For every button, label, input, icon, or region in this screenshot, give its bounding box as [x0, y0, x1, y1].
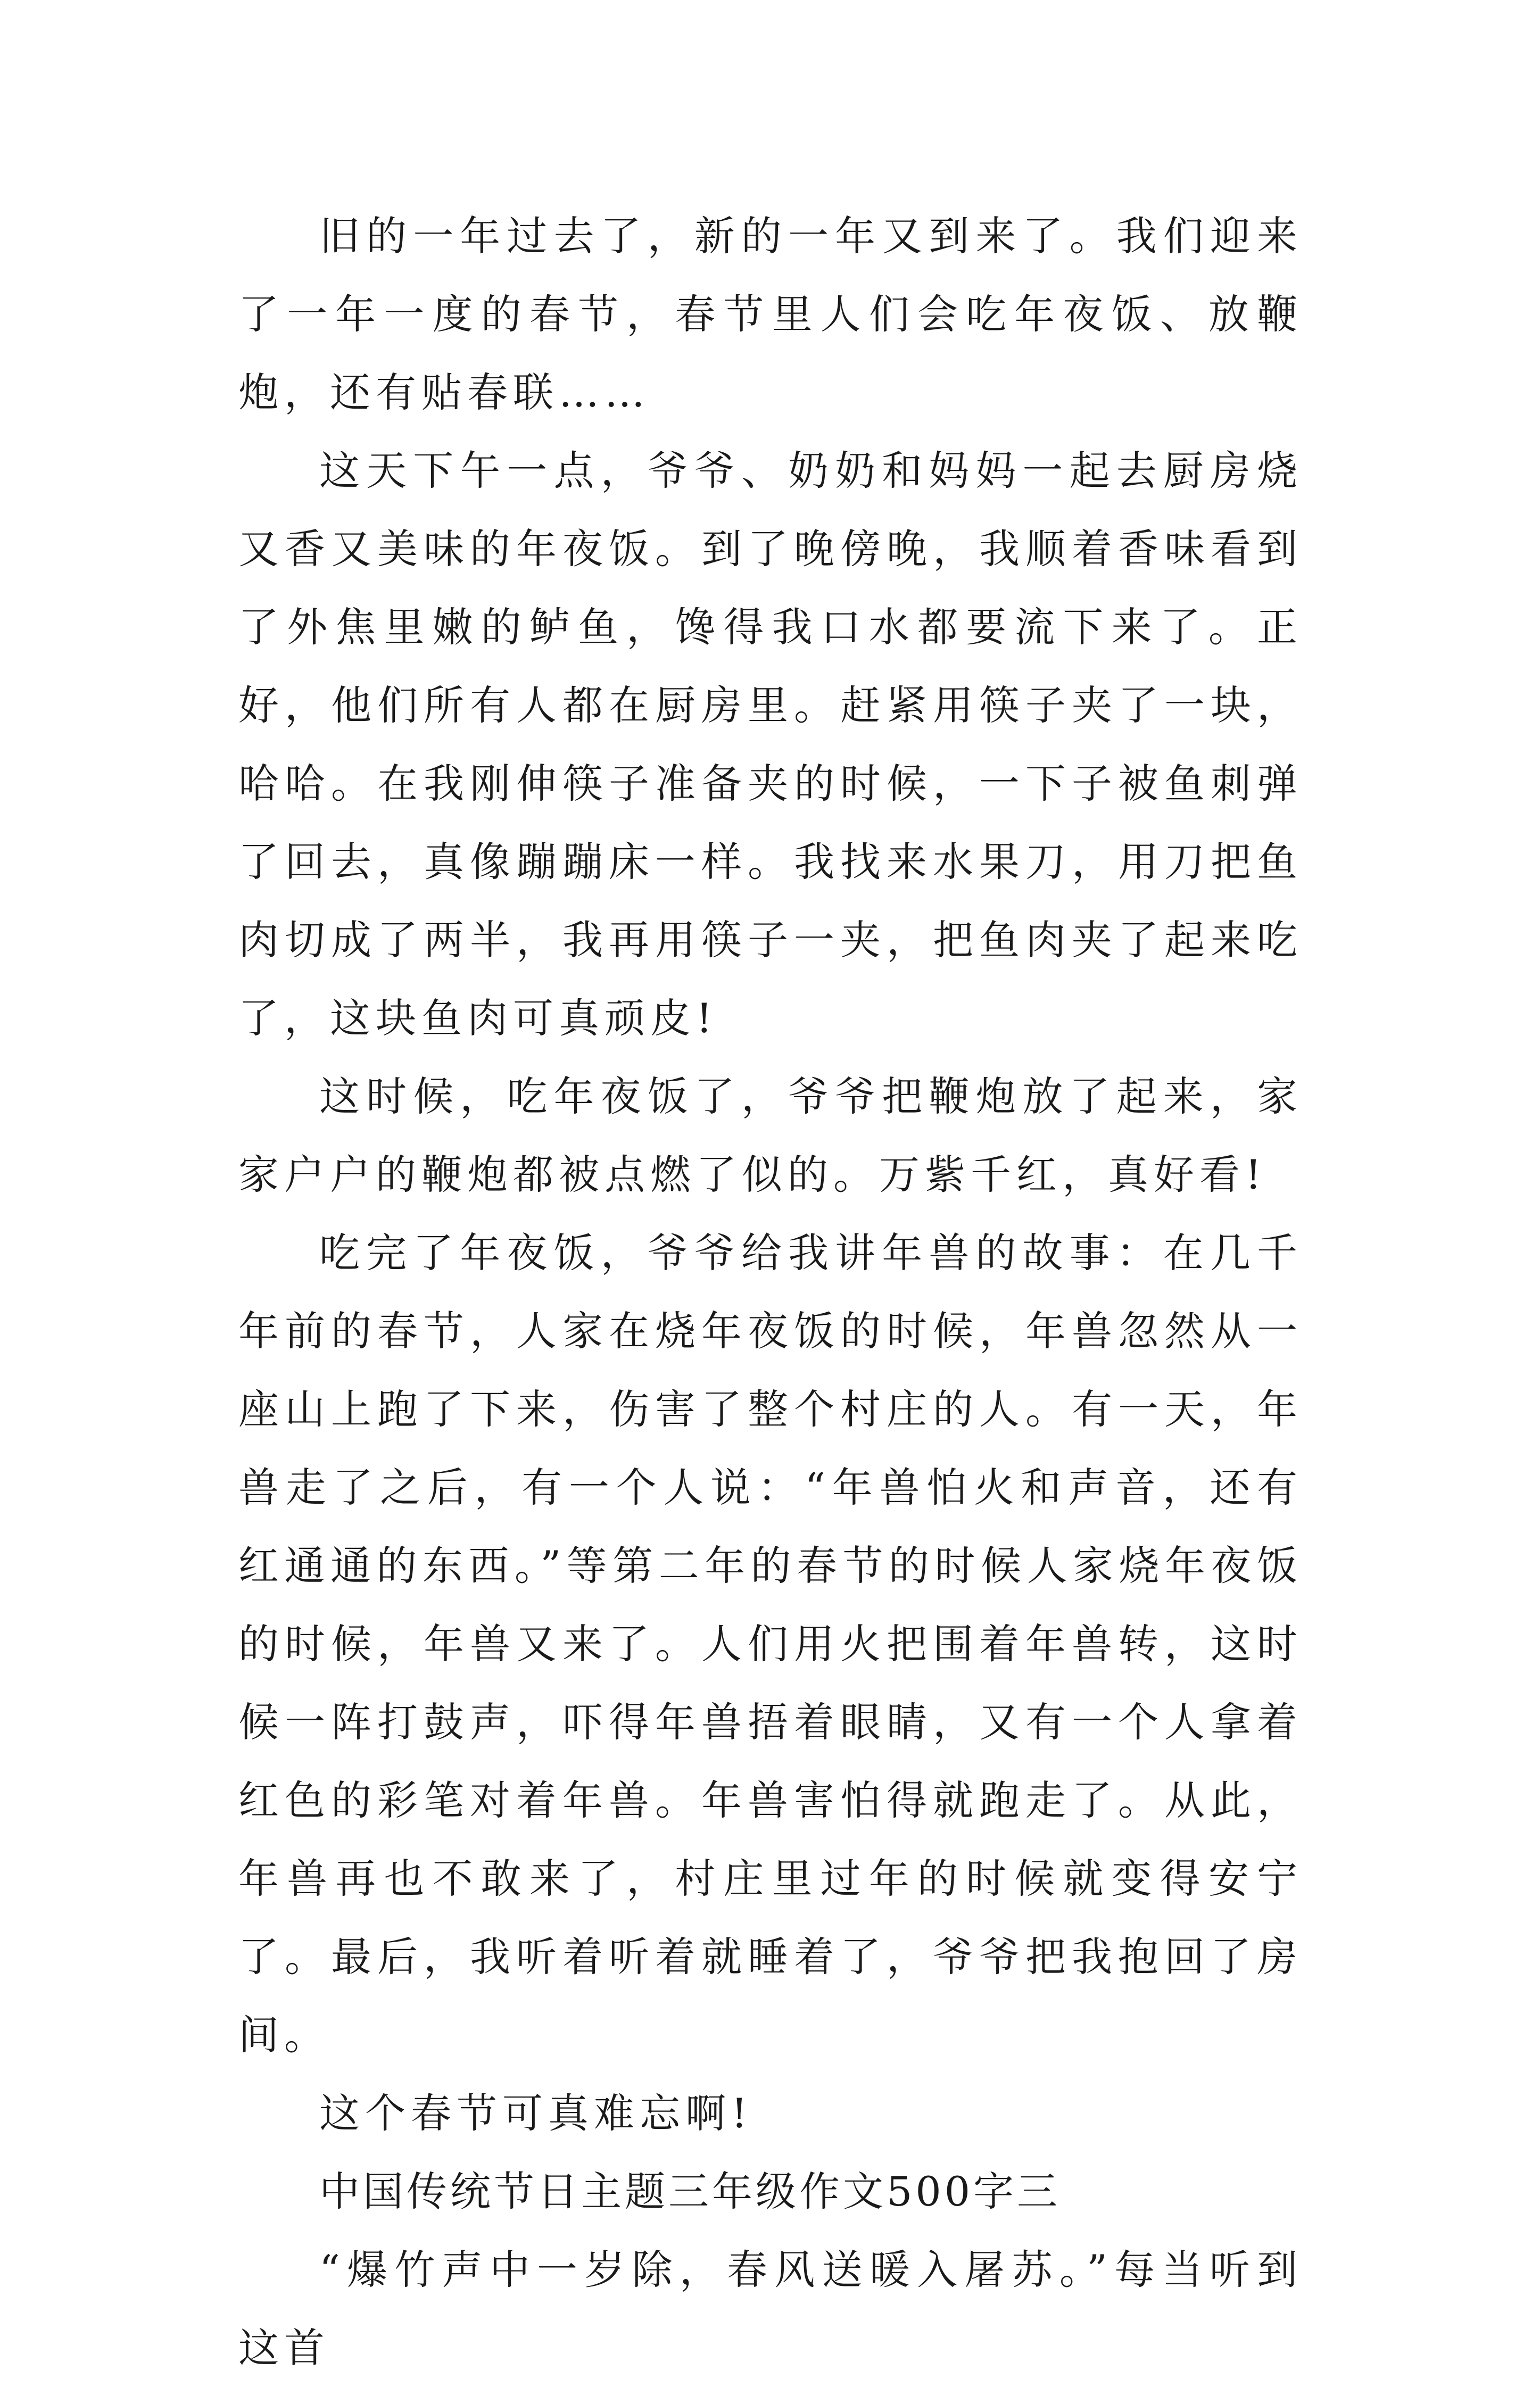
paragraph-cooking: 这天下午一点，爷爷、奶奶和妈妈一起去厨房烧又香又美味的年夜饭。到了晚傍晚，我顺着香味看到了外焦里嫩的鲈鱼，馋得我口水都要流下来了。正好，他们所有人都在厨房里。赶紧用筷子夹了一块，哈哈。在我刚伸筷子准备夹的时候，一下子被鱼刺弹了回去，真像蹦蹦床一样。我找来水果刀，用刀把鱼肉切成了两半，我再用筷子一夹，把鱼肉夹了起来吃了，这块鱼肉可真顽皮! [238, 447, 1303, 1042]
paragraph-conclusion: 这个春节可真难忘啊! [319, 2090, 753, 2137]
document-body [238, 197, 1303, 2387]
paragraph-next-essay: “爆竹声中一岁除，春风送暖入屠苏。”每当听到这首 [238, 2246, 1303, 2372]
paragraph-intro: 旧的一年过去了，新的一年又到来了。我们迎来了一年一度的春节，春节里人们会吃年夜饭、放鞭炮，还有贴春联…… [238, 212, 1303, 416]
essay-heading: 中国传统节日主题三年级作文500字三 [319, 2168, 1061, 2215]
paragraph-nian-story: 吃完了年夜饭，爷爷给我讲年兽的故事：在几千年前的春节，人家在烧年夜饭的时候，年兽忽然从一座山上跑了下来，伤害了整个村庄的人。有一天，年兽走了之后，有一个人说：“年兽怕火和声音，还有红通通的东西。”等第二年的春节的时候人家烧年夜饭的时候，年兽又来了。人们用火把围着年兽转，这时候一阵打鼓声，吓得年兽捂着眼睛，又有一个人拿着红色的彩笔对着年兽。年兽害怕得就跑走了。从此，年兽再也不敢来了，村庄里过年的时候就变得安宁了。最后，我听着听着就睡着了，爷爷把我抱回了房间。 [238, 1229, 1303, 2059]
paragraph-firecrackers: 这时候，吃年夜饭了，爷爷把鞭炮放了起来，家家户户的鞭炮都被点燃了似的。万紫千红，真好看! [238, 1073, 1303, 1198]
